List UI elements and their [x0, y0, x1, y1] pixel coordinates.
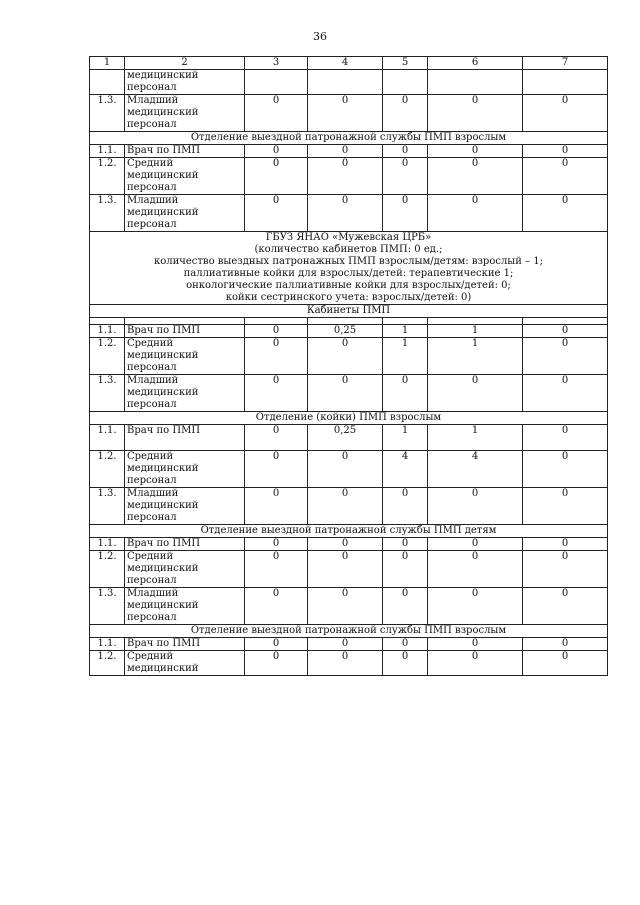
row-value: 0 [523, 638, 608, 651]
row-value: 0 [308, 338, 383, 375]
section-row [90, 412, 608, 425]
row-position: Средний медицинский персонал [125, 451, 245, 488]
header-cell: 6 [428, 57, 523, 70]
row-value: 0 [383, 538, 428, 551]
header-cell: 3 [245, 57, 308, 70]
section-title: Отделение (койки) ПМП взрослым [90, 412, 608, 425]
row-value: 0 [245, 338, 308, 375]
row-value [428, 70, 523, 95]
row-value: 0 [523, 651, 608, 676]
spacer-row [90, 318, 608, 325]
row-value: 0 [428, 488, 523, 525]
row-number: 1.3. [90, 375, 125, 412]
section-row [90, 305, 608, 318]
spacer-cell [90, 318, 125, 325]
header-row [90, 57, 608, 70]
row-position: медицинский персонал [125, 70, 245, 95]
row-value: 1 [383, 425, 428, 451]
row-value: 0 [308, 538, 383, 551]
row-value: 0 [523, 158, 608, 195]
row-value: 1 [383, 338, 428, 375]
table-row [90, 451, 608, 488]
organization-row [90, 232, 608, 305]
page-number: 36 [313, 30, 327, 43]
row-number: 1.1. [90, 325, 125, 338]
spacer-cell [245, 318, 308, 325]
table-row [90, 338, 608, 375]
spacer-cell [308, 318, 383, 325]
row-value: 4 [428, 451, 523, 488]
staffing-table [89, 56, 608, 676]
row-value: 0 [245, 195, 308, 232]
organization-line: ГБУЗ ЯНАО «Мужевская ЦРБ» [265, 232, 432, 243]
row-value: 0 [428, 95, 523, 132]
row-value: 0 [245, 538, 308, 551]
row-value: 0 [383, 158, 428, 195]
row-value: 0 [308, 95, 383, 132]
row-position: Средний медицинский [125, 651, 245, 676]
row-position: Средний медицинский персонал [125, 158, 245, 195]
table-row [90, 538, 608, 551]
row-value: 0 [523, 538, 608, 551]
row-value: 0 [523, 488, 608, 525]
table-row [90, 325, 608, 338]
row-value: 0 [523, 338, 608, 375]
section-row [90, 625, 608, 638]
row-value: 0 [523, 451, 608, 488]
row-value [308, 70, 383, 95]
row-value: 0 [383, 488, 428, 525]
header-cell: 7 [523, 57, 608, 70]
row-value: 1 [428, 325, 523, 338]
row-position: Младший медицинский персонал [125, 375, 245, 412]
row-number: 1.1. [90, 145, 125, 158]
row-number: 1.3. [90, 195, 125, 232]
row-position: Младший медицинский персонал [125, 488, 245, 525]
table-row [90, 551, 608, 588]
row-value: 0 [245, 488, 308, 525]
row-value: 0 [523, 95, 608, 132]
row-value: 0 [428, 638, 523, 651]
table-row [90, 145, 608, 158]
row-value: 0 [523, 325, 608, 338]
row-value: 0 [245, 451, 308, 488]
table-row [90, 588, 608, 625]
row-value: 0 [245, 651, 308, 676]
row-number: 1.3. [90, 488, 125, 525]
row-value: 0 [383, 638, 428, 651]
row-value: 0 [245, 425, 308, 451]
row-value: 0 [523, 551, 608, 588]
table-row [90, 70, 608, 95]
row-position: Врач по ПМП [125, 425, 245, 451]
header-cell: 5 [383, 57, 428, 70]
row-value [523, 70, 608, 95]
row-value: 0 [245, 588, 308, 625]
row-position: Врач по ПМП [125, 638, 245, 651]
row-number: 1.2. [90, 451, 125, 488]
row-value: 0 [523, 195, 608, 232]
row-value: 0 [308, 651, 383, 676]
section-title: Отделение выездной патронажной службы ПМП взрослым [90, 625, 608, 638]
spacer-cell [125, 318, 245, 325]
row-value: 0 [245, 375, 308, 412]
table-row [90, 651, 608, 676]
section-title: Кабинеты ПМП [90, 305, 608, 318]
row-position: Врач по ПМП [125, 538, 245, 551]
header-cell: 4 [308, 57, 383, 70]
row-value: 0 [383, 145, 428, 158]
row-value [383, 70, 428, 95]
table-row [90, 425, 608, 451]
table-row [90, 195, 608, 232]
row-number: 1.3. [90, 95, 125, 132]
row-value: 0 [523, 588, 608, 625]
spacer-cell [428, 318, 523, 325]
organization-line: (количество кабинетов ПМП: 0 ед.; [254, 244, 443, 255]
row-position: Средний медицинский персонал [125, 338, 245, 375]
spacer-cell [383, 318, 428, 325]
table-row [90, 638, 608, 651]
row-value: 0,25 [308, 325, 383, 338]
row-number: 1.3. [90, 588, 125, 625]
row-value: 0 [308, 638, 383, 651]
row-value: 0 [428, 651, 523, 676]
row-value: 0 [308, 551, 383, 588]
row-number: 1.2. [90, 158, 125, 195]
header-cell: 1 [90, 57, 125, 70]
row-number: 1.1. [90, 638, 125, 651]
row-value: 0 [308, 158, 383, 195]
row-value: 0 [383, 651, 428, 676]
table-row [90, 158, 608, 195]
organization-line: паллиативные койки для взрослых/детей: терапевтические 1; [183, 268, 514, 279]
row-value: 0 [523, 375, 608, 412]
row-position: Младший медицинский персонал [125, 588, 245, 625]
row-number: 1.2. [90, 338, 125, 375]
table-row [90, 488, 608, 525]
row-value [245, 70, 308, 95]
row-value: 0 [428, 588, 523, 625]
section-title: Отделение выездной патронажной службы ПМП взрослым [90, 132, 608, 145]
row-value: 0 [383, 375, 428, 412]
row-position: Врач по ПМП [125, 145, 245, 158]
row-value: 0 [308, 488, 383, 525]
section-row [90, 132, 608, 145]
row-value: 0 [428, 195, 523, 232]
row-value: 0 [245, 95, 308, 132]
table-row [90, 95, 608, 132]
row-value: 0 [428, 158, 523, 195]
row-value: 0 [308, 375, 383, 412]
row-value: 0 [383, 195, 428, 232]
row-value: 0 [523, 425, 608, 451]
row-value: 0 [308, 588, 383, 625]
organization-line: койки сестринского учета: взрослых/детей: 0) [225, 292, 472, 303]
section-title: Отделение выездной патронажной службы ПМП детям [90, 525, 608, 538]
header-cell: 2 [125, 57, 245, 70]
row-position: Врач по ПМП [125, 325, 245, 338]
row-value: 0 [383, 95, 428, 132]
row-value: 0 [428, 538, 523, 551]
row-value: 0 [245, 325, 308, 338]
row-position: Средний медицинский персонал [125, 551, 245, 588]
row-value: 0 [245, 158, 308, 195]
row-number: 1.2. [90, 651, 125, 676]
spacer-cell [523, 318, 608, 325]
organization-line: количество выездных патронажных ПМП взрослым/детям: взрослый – 1; [153, 256, 544, 267]
row-number: 1.1. [90, 538, 125, 551]
section-row [90, 525, 608, 538]
organization-line: онкологические паллиативные койки для взрослых/детей: 0; [186, 280, 511, 291]
row-value: 0 [245, 638, 308, 651]
row-value: 0 [428, 145, 523, 158]
row-position: Младший медицинский персонал [125, 195, 245, 232]
organization-info [90, 232, 608, 305]
row-value: 0 [383, 551, 428, 588]
row-value: 1 [428, 425, 523, 451]
row-value: 0 [308, 195, 383, 232]
row-number: 1.2. [90, 551, 125, 588]
row-value: 0 [308, 145, 383, 158]
row-value: 0 [308, 451, 383, 488]
row-value: 4 [383, 451, 428, 488]
row-value: 0 [523, 145, 608, 158]
table-body [90, 57, 608, 676]
row-value: 1 [428, 338, 523, 375]
row-value: 0,25 [308, 425, 383, 451]
row-value: 0 [428, 375, 523, 412]
row-value: 0 [245, 551, 308, 588]
row-number: 1.1. [90, 425, 125, 451]
row-value: 0 [245, 145, 308, 158]
row-value: 1 [383, 325, 428, 338]
row-position: Младший медицинский персонал [125, 95, 245, 132]
row-number [90, 70, 125, 95]
row-value: 0 [428, 551, 523, 588]
row-value: 0 [383, 588, 428, 625]
table-row [90, 375, 608, 412]
